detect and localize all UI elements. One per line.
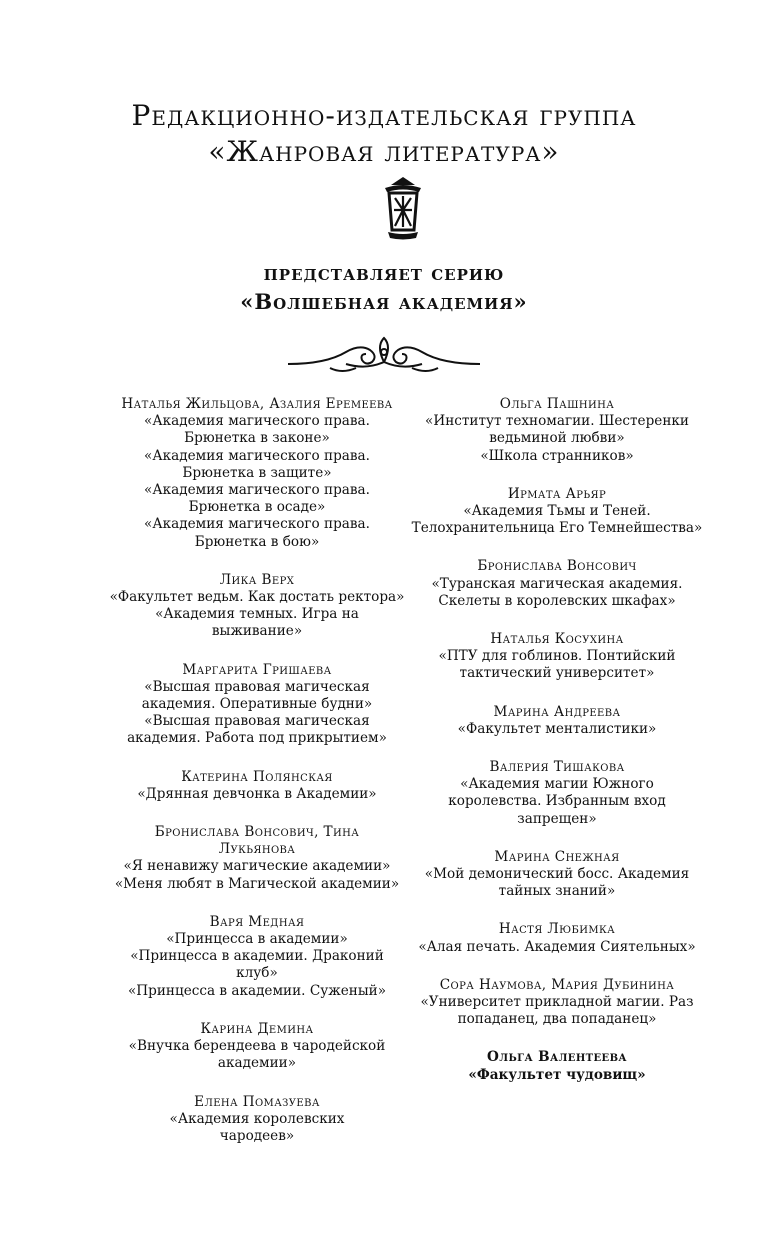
book-line: «Академия магического права. [144, 447, 370, 464]
author-name: Наталья Косухина [490, 631, 624, 648]
book-line: «Факультет ведьм. Как достать ректора» [109, 589, 405, 606]
book-line: королевства. Избранным вход [448, 793, 666, 810]
list-item [407, 849, 707, 901]
book-line: «Я ненавижу магические академии» [123, 858, 391, 875]
right-column [407, 396, 707, 1105]
author-name: Карина Демина [200, 1020, 314, 1037]
list-item [107, 396, 407, 551]
book-line: «Принцесса в академии. Драконий [130, 948, 384, 965]
author-name: Ольга Пашнина [499, 396, 615, 412]
book-line: «Внучка берендеева в чародейской [128, 1038, 386, 1055]
list-item [407, 631, 707, 683]
author-name: Наталья Жильцова, Азалия Еремеева [121, 396, 393, 412]
book-line: «Университет прикладной магии. Раз [420, 994, 694, 1011]
author-name: Марина Андреева [493, 703, 621, 720]
list-item [107, 1094, 407, 1146]
author-name: Бронислава Вонсович [477, 558, 637, 575]
author-name: Сора Наумова, Мария Дубинина [439, 976, 675, 993]
book-line: «Факультет чудовищ» [468, 1066, 646, 1083]
book-line: «Академия Тьмы и Теней. [463, 503, 651, 520]
author-name: Маргарита Гришаева [182, 661, 332, 678]
book-line: Брюнетка в защите» [182, 464, 332, 481]
book-line: академия. Работа под прикрытием» [127, 730, 387, 747]
book-line: «Факультет менталистики» [457, 720, 657, 737]
list-item-featured [407, 1049, 707, 1083]
author-name: Варя Медная [209, 913, 305, 930]
book-line: «Академия королевских [169, 1110, 345, 1127]
book-line: «Высшая правовая магическая [144, 713, 370, 730]
list-item [107, 769, 407, 803]
book-line: чародеев» [219, 1127, 295, 1144]
book-line: академии» [217, 1055, 297, 1072]
author-name: Настя Любимка [498, 921, 616, 938]
book-line: «Академия магии Южного [460, 776, 654, 793]
book-line: «Туранская магическая академия. [431, 575, 683, 592]
list-item [407, 921, 707, 955]
series-heading [0, 258, 768, 316]
publisher-heading [0, 98, 768, 170]
list-item [107, 914, 407, 1000]
book-line: Скелеты в королевских шкафах» [438, 592, 676, 609]
author-name: Елена Помазуева [194, 1093, 320, 1110]
publisher-line-2: «Жанровая литература» [208, 135, 560, 168]
book-line: «Алая печать. Академия Сиятельных» [418, 938, 696, 955]
publisher-line-1: Редакционно-издательская группа [131, 99, 637, 132]
book-line: Брюнетка в бою» [194, 533, 320, 550]
list-item [107, 1021, 407, 1073]
book-line: «Принцесса в академии» [166, 931, 348, 948]
author-name: Ольга Валентеева [487, 1049, 627, 1066]
author-name: Марина Снежная [494, 848, 620, 865]
book-line: «Меня любят в Магической академии» [114, 875, 400, 892]
list-item [407, 486, 707, 538]
list-item [107, 824, 407, 893]
book-line: «Академия магического права. [144, 482, 370, 499]
author-name: Катерина Полянская [181, 768, 333, 785]
book-line: «Дрянная девчонка в Академии» [137, 785, 377, 802]
book-line: «Институт техномагии. Шестеренки [425, 413, 689, 430]
book-line: «Школа странников» [480, 447, 634, 464]
book-line: «Академия магического права. [144, 516, 370, 533]
list-item [407, 977, 707, 1029]
author-name: Лика Верх [219, 571, 295, 588]
list-item [407, 558, 707, 610]
author-name: Бронислава Вонсович, Тина [154, 824, 360, 841]
book-line: «ПТУ для гоблинов. Понтийский [438, 648, 676, 665]
book-line: клуб» [236, 965, 278, 982]
book-line: «Академия магического права. [144, 413, 370, 430]
book-line: академия. Оперативные будни» [141, 696, 373, 713]
list-item [407, 704, 707, 738]
book-line: «Высшая правовая магическая [144, 678, 370, 695]
author-name: Валерия Тишакова [489, 759, 625, 776]
book-line: выживание» [211, 623, 303, 640]
author-name: Ирмата Арьяр [507, 485, 607, 502]
series-line-1: представляет серию [263, 260, 505, 285]
series-line-2: «Волшебная академия» [240, 289, 528, 314]
lantern-zh-logo-icon [381, 176, 425, 242]
list-item [107, 572, 407, 641]
book-line: Телохранительница Его Темнейшества» [411, 520, 703, 537]
book-line: тайных знаний» [498, 883, 616, 900]
book-line: тактический университет» [459, 665, 655, 682]
book-line: «Принцесса в академии. Суженый» [127, 982, 387, 999]
book-line: «Академия темных. Игра на [155, 606, 359, 623]
scroll-flourish-ornament-icon [286, 334, 482, 376]
book-line: попаданец, два попаданец» [457, 1011, 657, 1028]
list-item [407, 759, 707, 828]
book-line: Брюнетка в законе» [184, 430, 330, 447]
list-item [107, 662, 407, 748]
book-line: ведьминой любви» [489, 430, 625, 447]
author-name-continued: Лукьянова [218, 841, 296, 858]
book-line: «Мой демонический босс. Академия [424, 866, 690, 883]
book-line: запрещен» [517, 810, 597, 827]
list-item [407, 396, 707, 465]
left-column [107, 396, 407, 1166]
book-line: Брюнетка в осаде» [188, 499, 326, 516]
